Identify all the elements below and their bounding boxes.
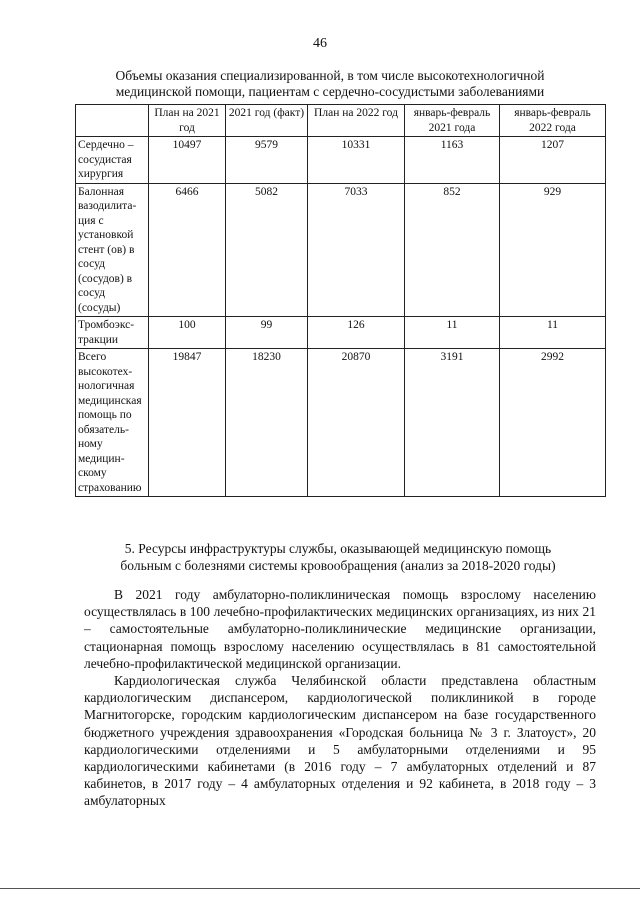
table-title [70,68,590,100]
cell-value: 100 [149,317,226,349]
body-paragraph: В 2021 году амбулаторно-поликлиническая помощь взрослому населению осуществлялась в 100 лечебно-профилактических медицинских организациях, из них 21 – самостоятельные амбулаторно-поликлинические медицинские организации, стационарная помощь взрослому населению осуществлялась в 81 самостоятельной лечебно-профилактической медицинской организации. [84,587,596,671]
cell-value: 1163 [405,137,500,184]
bottom-divider [0,888,640,889]
row-label: Сердечно – сосудистая хирургия [76,137,149,184]
table-title-line-1: Объемы оказания специализированной, в том числе высокотехнологичной [115,68,545,83]
cell-value: 3191 [405,349,500,497]
cell-value: 99 [226,317,308,349]
cell-value: 929 [500,183,606,317]
section-heading-line-1: 5. Ресурсы инфраструктуры службы, оказывающей медицинскую помощь [124,541,552,556]
cell-value: 10331 [308,137,405,184]
cell-value: 11 [405,317,500,349]
volumes-table [75,104,606,497]
cell-value: 6466 [149,183,226,317]
table-header-row [76,105,606,137]
cell-value: 18230 [226,349,308,497]
section-heading-line-2: больным с болезнями системы кровообращения (анализ за 2018-2020 годы) [120,558,556,573]
header-plan-2022: План на 2022 год [308,105,405,137]
cell-value: 11 [500,317,606,349]
table-row [76,137,606,184]
cell-value: 9579 [226,137,308,184]
cell-value: 7033 [308,183,405,317]
header-fact-2021: 2021 год (факт) [226,105,308,137]
table-row [76,183,606,317]
section-heading [88,540,588,574]
table-row [76,349,606,497]
row-label: Балонная вазодилита-ция с установкой стент (ов) в сосуд (сосудов) в сосуд (сосуды) [76,183,149,317]
cell-value: 2992 [500,349,606,497]
body-paragraph: Кардиологическая служба Челябинской области представлена областным кардиологическим диспансером, кардиологической поликлиникой в городе Магнитогорске, городским кардиологическим диспансером на базе государственного бюджетного учреждения здравоохранения «Городская больница № 3 г. Златоуст», 20 кардиологическими отделениями и 5 амбулаторными отделениями и 95 кардиологическими кабинетами (в 2016 году – 7 амбулаторных отделений и 87 кабинетов, в 2017 году – 4 амбулаторных отделения и 92 кабинета, в 2018 году – 3 амбулаторных [84,673,596,809]
cell-value: 20870 [308,349,405,497]
header-jan-feb-2022: январь-февраль 2022 года [500,105,606,137]
table-title-line-2: медицинской помощи, пациентам с сердечно-сосудистыми заболеваниями [115,84,545,99]
cell-value: 1207 [500,137,606,184]
cell-value: 10497 [149,137,226,184]
header-jan-feb-2021: январь-февраль 2021 года [405,105,500,137]
cell-value: 852 [405,183,500,317]
cell-value: 126 [308,317,405,349]
cell-value: 19847 [149,349,226,497]
row-label: Тромбоэкс-тракции [76,317,149,349]
header-plan-2021: План на 2021 год [149,105,226,137]
row-label: Всего высокотех-нологичная медицинская помощь по обязатель-ному медицин-скому страхованию [76,349,149,497]
cell-value: 5082 [226,183,308,317]
header-cell-empty [76,105,149,137]
page-number: 46 [313,36,327,51]
table-row [76,317,606,349]
